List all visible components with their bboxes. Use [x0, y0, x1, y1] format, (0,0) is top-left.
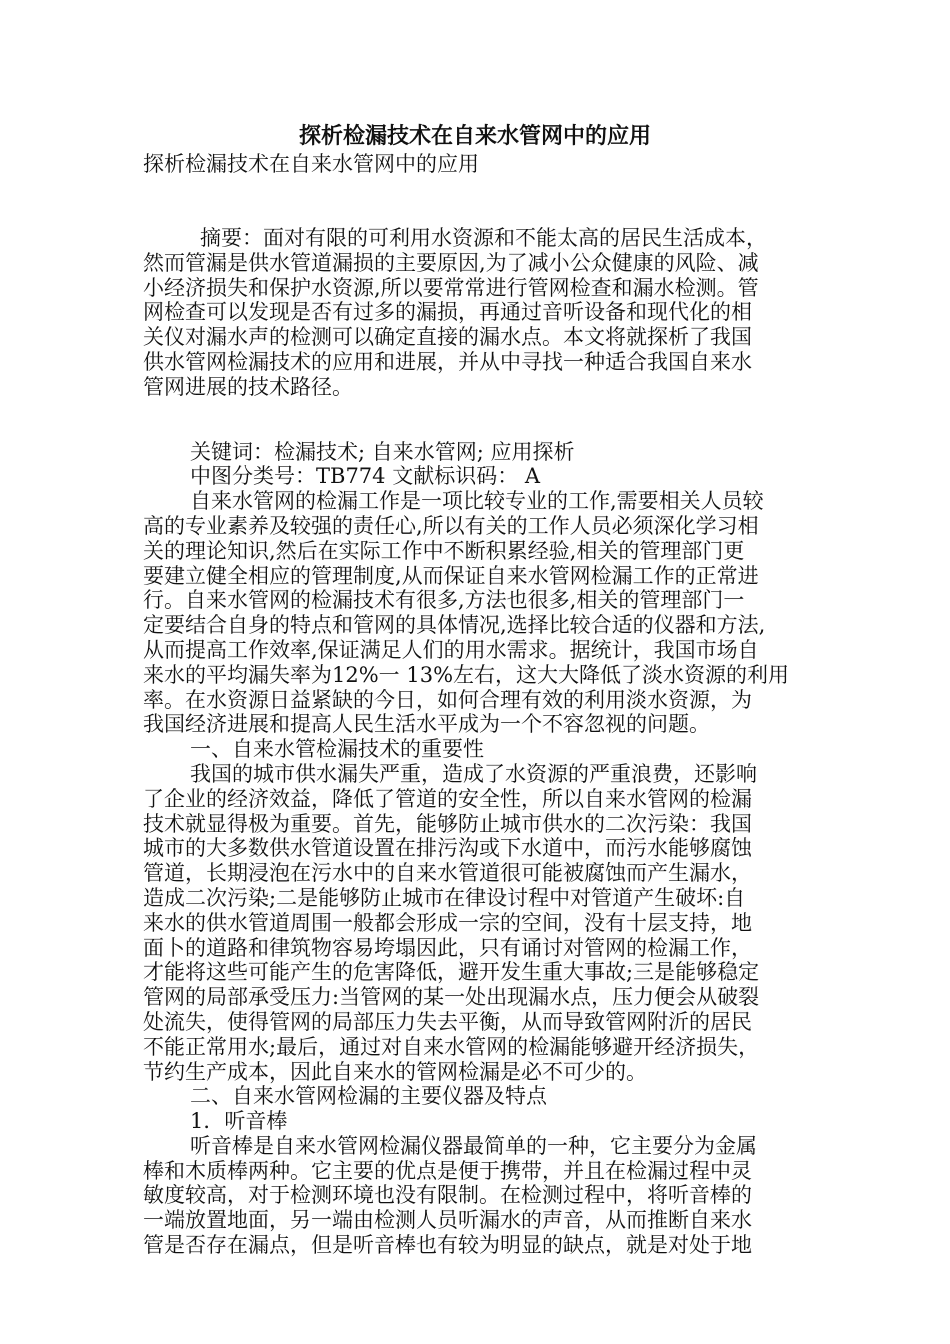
document-body — [143, 150, 818, 1258]
paragraph-line: 行。自来水管网的检漏技术有很多,方法也很多,相关的管理部门一 — [143, 588, 745, 613]
paragraph-line: 自来水管网的检漏工作是一项比较专业的工作,需要相关人员较 — [190, 489, 764, 514]
abstract — [143, 226, 818, 400]
abstract-line: 管网进展的技术路径。 — [143, 374, 353, 399]
paragraph-line: 技术就显得极为重要。首先，能够防止城市供水的二次污染：我国 — [143, 811, 752, 836]
abstract-line: 关仪对漏水声的检测可以确定直接的漏水点。本文将就探析了我国 — [143, 325, 752, 350]
paragraph-line: 定要结合自身的特点和管网的具体情况,选择比较合适的仪器和方法, — [143, 613, 766, 638]
paragraph-line: 听音棒是自来水管网检漏仪器最简单的一种，它主要分为金属 — [190, 1133, 757, 1158]
paragraph-line: 关的理论知识,然后在实际工作中不断积累经验,相关的管理部门更 — [143, 538, 745, 563]
paragraph-line: 了企业的经济效益，降低了管道的安全性，所以自来水管网的检漏 — [143, 786, 752, 811]
paragraph-line: 处流失，使得管网的局部压力失去平衡，从而导致管网附沂的居民 — [143, 1009, 752, 1034]
paragraph-line: 率。在水资源日益紧缺的今日，如何合理有效的利用淡水资源，为 — [143, 687, 752, 712]
paragraph-line: 才能将这些可能产生的危害降低，避开发生重大事故;三是能够稳定 — [143, 960, 760, 985]
paragraph-line: 管网的局部承受压力:当管网的某一处出现漏水点，压力便会从破裂 — [143, 985, 760, 1010]
abstract-line: 供水管网检漏技术的应用和进展，并从中寻找一种适合我国自来水 — [143, 349, 752, 374]
paragraph-line: 棒和木质棒两种。它主要的优点是便于携带，并且在检漏过程中灵 — [143, 1158, 752, 1183]
paragraph-line: 从而提高工作效率,保证满足人们的用水需求。据统计，我国市场自 — [143, 637, 759, 662]
paragraph-line: 管是否存在漏点，但是听音棒也有较为明显的缺点，就是对处于地 — [143, 1233, 752, 1258]
document-title: 探析检漏技术在自来水管网中的应用 — [298, 123, 651, 149]
abstract-line: 摘要：面对有限的可利用水资源和不能太高的居民生活成本， — [200, 226, 767, 250]
intro-paragraph — [143, 489, 818, 737]
subsection1-paragraph — [143, 1134, 818, 1258]
paragraph-line: 敏度较高，对于检测环境也没有限制。在检测过程中，将听音棒的 — [143, 1183, 752, 1208]
paragraph-line: 要建立健全相应的管理制度,从而保证自来水管网检漏工作的正常进 — [143, 563, 759, 588]
paragraph-line: 管道，长期浸泡在污水中的自来水管道很可能被腐蚀而产生漏水， — [143, 861, 752, 886]
paragraph-line: 来水的供水管道周围一般都会形成一宗的空间，没有十层支持，地 — [143, 910, 752, 935]
section1-paragraph — [143, 762, 818, 1084]
paragraph-line: 节约生产成本，因此自来水的管网检漏是必不可少的。 — [143, 1059, 647, 1084]
subsection-heading: 1．听音棒 — [190, 1109, 288, 1134]
abstract-line: 网检查可以发现是否有过多的漏损，再通过音听设备和现代化的相 — [143, 300, 752, 325]
paragraph-line: 我国的城市供水漏失严重，造成了水资源的严重浪费，还影响 — [190, 761, 757, 786]
paragraph-line: 我国经济进展和提高人民生活水平成为一个不容忽视的问题。 — [143, 712, 710, 737]
paragraph-line: 不能正常用水;最后，通过对自来水管网的检漏能够避开经济损失， — [143, 1034, 760, 1059]
paragraph-line: 高的专业素养及较强的责任心,所以有关的工作人员必须深化学习相 — [143, 513, 759, 538]
spacer — [143, 400, 818, 440]
abstract-line: 小经济损失和保护水资源,所以要常常进行管网检查和漏水检测。管 — [143, 275, 759, 300]
document-subtitle: 探析检漏技术在自来水管网中的应用 — [143, 152, 479, 176]
section-heading: 一、自来水管检漏技术的重要性 — [190, 737, 484, 762]
classification-number: 中图分类号：TB774 文献标识码： A — [190, 464, 541, 489]
paragraph-line: 面卜的道路和律筑物容易垮塌因此，只有诵讨对管网的检漏工作， — [143, 935, 752, 960]
spacer — [143, 178, 818, 226]
paragraph-line: 一端放置地面，另一端由检测人员听漏水的声音，从而推断自来水 — [143, 1208, 752, 1233]
abstract-line: 然而管漏是供水管道漏损的主要原因,为了减小公众健康的风险、减 — [143, 250, 759, 275]
keywords: 关键词：检漏技术; 自来水管网; 应用探析 — [190, 439, 575, 464]
section-heading: 二、自来水管网检漏的主要仪器及特点 — [190, 1084, 547, 1109]
paragraph-line: 城市的大多数供水管道设置在排污沟或下水道中，而污水能够腐蚀 — [143, 836, 752, 861]
paragraph-line: 造成二次污染;二是能够防止城市在律设讨程中对管道产生破坏:自 — [143, 885, 746, 910]
paragraph-line: 来水的平均漏失率为12%一 13%左右，这大大降低了淡水资源的利用 — [143, 662, 790, 687]
